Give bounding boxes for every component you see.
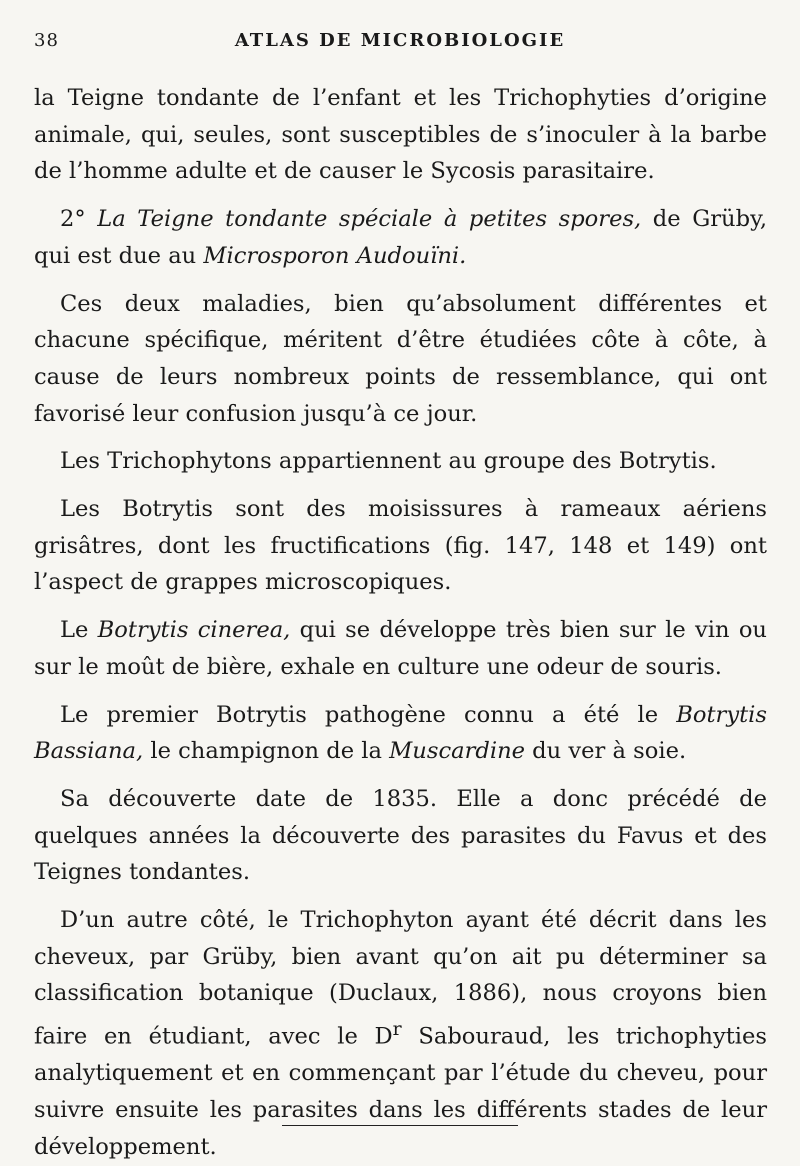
superscript: r	[392, 1019, 402, 1041]
italic-term: La Teigne tondante spéciale à petites spores,	[97, 206, 642, 233]
page-number: 38	[34, 30, 59, 51]
body-text	[34, 80, 767, 1166]
italic-term: Botrytis cinerea,	[97, 617, 291, 644]
paragraph: Le Botrytis cinerea, qui se développe très bien sur le vin ou sur le moût de bière, exhale en culture une odeur de souris.	[34, 617, 767, 680]
paragraph: 2° La Teigne tondante spéciale à petites spores, de Grüby, qui est due au Microsporon Audouïni.	[34, 206, 768, 269]
italic-term: Muscardine	[389, 738, 525, 765]
footer-rule	[282, 1125, 518, 1126]
paragraph: Les Trichophytons appartiennent au groupe des Botrytis.	[60, 448, 717, 475]
running-title: ATLAS DE MICROBIOLOGIE	[234, 30, 566, 51]
paragraph: D’un autre côté, le Trichophyton ayant été décrit dans les cheveux, par Grüby, bien avant qu’on ait pu déterminer sa classification botanique (Duclaux, 1886), nous croyons bien faire en étudiant, avec le $D^r$ Sabouraud, les trichophyties analytiquement et en commençant par l’étude du cheveu, pour suivre ensuite les parasites dans les différents stades de leur développement.	[34, 907, 767, 1160]
page-header	[34, 30, 766, 60]
paragraph: Les Botrytis sont des moisissures à rameaux aériens grisâtres, dont les fructifications (fig. 147, 148 et 149) ont l’aspect de grappes microscopiques.	[34, 496, 767, 596]
paragraph: la Teigne tondante de l’enfant et les Trichophyties d’origine animale, qui, seules, sont susceptibles de s’inoculer à la barbe de l’homme adulte et de causer le Sycosis parasitaire.	[34, 85, 767, 185]
paragraph: Ces deux maladies, bien qu’absolument différentes et chacune spécifique, méritent d’être étudiées côte à côte, à cause de leurs nombreux points de ressemblance, qui ont favorisé leur confusion jusqu’à ce jour.	[34, 290, 767, 427]
italic-term: Botrytis Bassiana,	[34, 701, 767, 765]
italic-term: Microsporon Audouïni.	[203, 242, 467, 269]
paragraph: Sa découverte date de 1835. Elle a donc précédé de quelques années la découverte des parasites du Favus et des Teignes tondantes.	[34, 785, 767, 886]
paragraph: Le premier Botrytis pathogène connu a été le Botrytis Bassiana, le champignon de la Muscardine du ver à soie.	[34, 701, 767, 765]
